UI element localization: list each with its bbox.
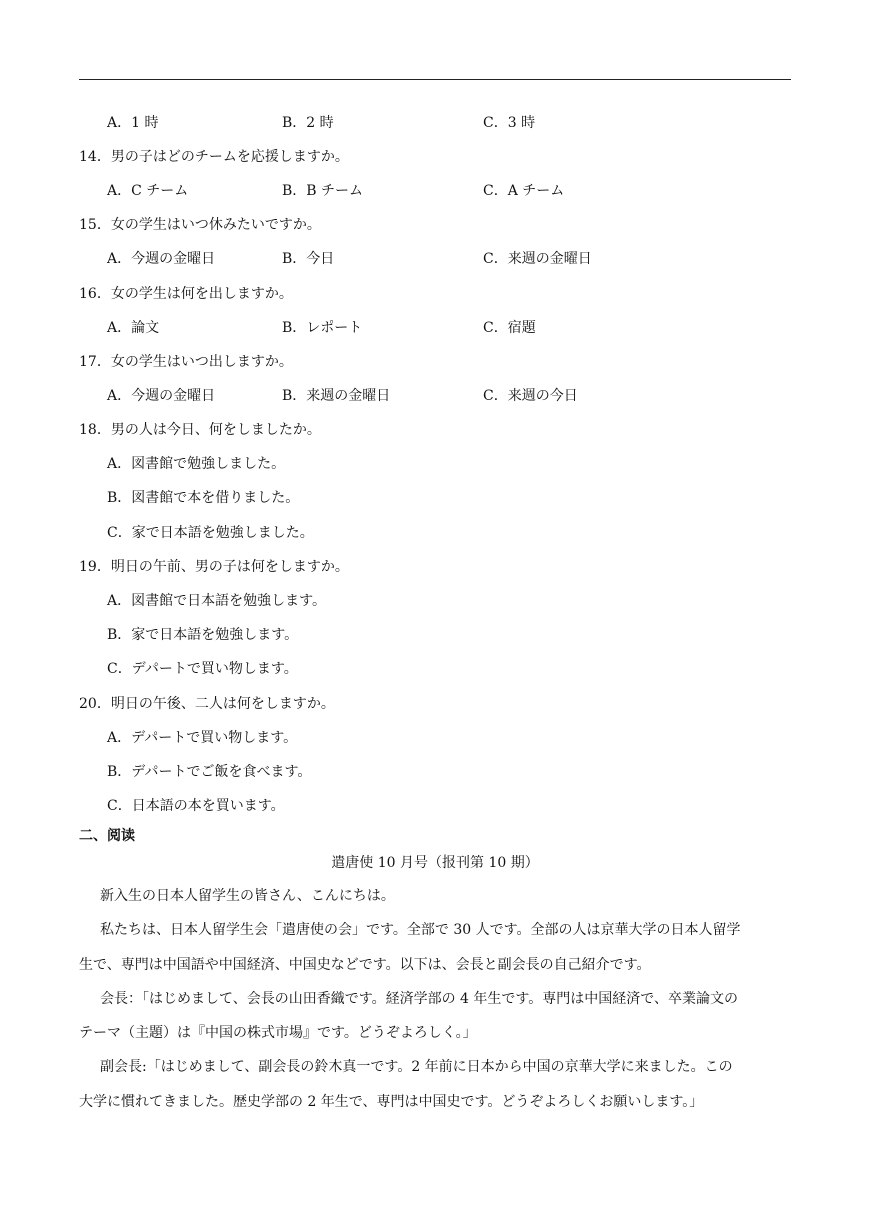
q17-option-b: B．来週の金曜日 [282,388,391,404]
question-14: 14．男の子はどのチームを応援しますか。 [79,149,349,165]
q14-option-a: A．C チーム [107,183,189,199]
q18-option-b: B．図書館で本を借りました。 [107,490,300,506]
q16-option-b: B．レポート [282,320,363,336]
q20-option-c: C．日本語の本を買います。 [107,798,285,814]
q15-option-c: C．来週の金曜日 [483,251,592,267]
question-15: 15．女の学生はいつ休みたいですか。 [79,217,321,233]
q18-option-a: A．図書館で勉強しました。 [107,456,286,472]
q19-option-c: C．デパートで買い物します。 [107,661,298,677]
q16-option-a: A．論文 [107,320,160,336]
paragraph-president-line1: 会長：「はじめまして、会長の山田香織です。経済学部の 4 年生です。専門は中国経済で、卒業論文の [100,991,739,1007]
q15-option-b: B．今日 [282,251,335,267]
q13-option-c: C．3 時 [483,115,536,131]
q18-option-c: C．家で日本語を勉強しました。 [107,525,314,541]
q15-option-a: A．今週の金曜日 [107,251,216,267]
q17-option-c: C．来週の今日 [483,388,578,404]
paragraph-president-line2: テーマ（主題）は『中国の株式市場』です。どうぞよろしく。」 [79,1025,477,1041]
q14-option-b: B．B チーム [282,183,364,199]
paragraph-intro-line1: 私たちは、日本人留学生会「遣唐使の会」です。全部で 30 人です。全部の人は京華大学の日本人留学 [100,922,741,938]
q16-option-c: C．宿題 [483,320,536,336]
question-17: 17．女の学生はいつ出しますか。 [79,354,293,370]
q14-option-c: C．A チーム [483,183,565,199]
q20-option-a: A．デパートで買い物します。 [107,730,298,746]
section-title: 二、阅读 [79,828,135,844]
paragraph-vice-line1: 副会長:「はじめまして、副会長の鈴木真一です。2 年前に日本から中国の京華大学に来ました。この [100,1059,733,1075]
q20-option-b: B．デパートでご飯を食べます。 [107,764,312,780]
question-19: 19．明日の午前、男の子は何をしますか。 [79,559,349,575]
q19-option-a: A．図書館で日本語を勉強します。 [107,593,326,609]
question-18: 18．男の人は今日、何をしましたか。 [79,422,321,438]
q19-option-b: B．家で日本語を勉強します。 [107,627,299,643]
header-rule [79,79,791,80]
q13-option-b: B．2 時 [282,115,334,131]
paragraph-intro-line2: 生で、専門は中国語や中国経済、中国史などです。以下は、会長と副会長の自己紹介です。 [79,957,651,973]
article-title: 遣唐使 10 月号（报刊第 10 期） [331,855,539,871]
question-20: 20．明日の午後、二人は何をしますか。 [79,696,335,712]
q17-option-a: A．今週の金曜日 [107,388,216,404]
paragraph-greeting: 新入生の日本人留学生の皆さん、こんにちは。 [100,888,395,904]
paragraph-vice-line2: 大学に慣れてきました。歴史学部の 2 年生で、専門は中国史です。どうぞよろしくお願いします。」 [79,1094,704,1110]
question-16: 16．女の学生は何を出しますか。 [79,286,293,302]
q13-option-a: A．1 時 [107,115,159,131]
